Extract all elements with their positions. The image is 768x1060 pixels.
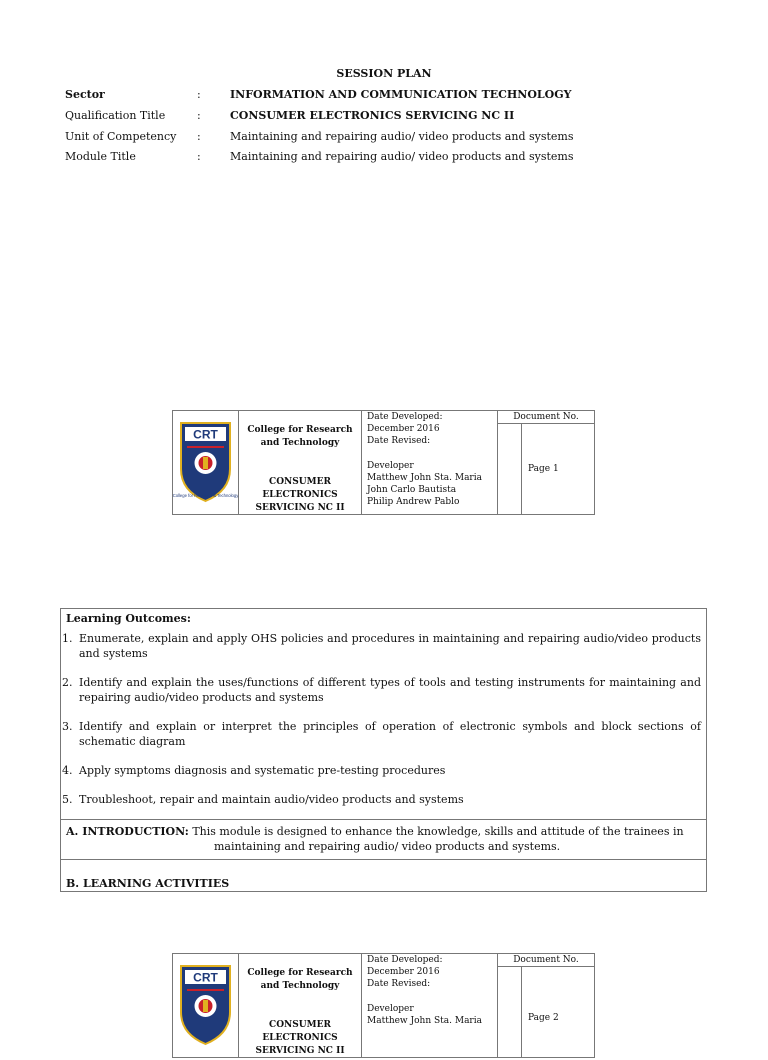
- developer-name: John Carlo Bautista: [367, 485, 457, 495]
- outcome-number: 4.: [62, 764, 73, 777]
- institution-name: College for Research and Technology: [247, 968, 353, 991]
- crt-shield-logo: [173, 954, 238, 1057]
- page-number: Page 1: [528, 464, 559, 474]
- outcome-text: Enumerate, explain and apply OHS policies and procedures in maintaining and repairing audio/video products and systems: [79, 632, 701, 660]
- logo-caption: College for Research & Technology: [172, 493, 239, 498]
- divider: [61, 819, 706, 820]
- learning-outcomes-title: Learning Outcomes:: [66, 612, 191, 625]
- outcome-text: Apply symptoms diagnosis and systematic pre-testing procedures: [79, 764, 446, 777]
- colon: :: [197, 109, 201, 122]
- date-developed: December 2016: [367, 967, 440, 977]
- outcome-text: Identify and explain or interpret the principles of operation of electronic symbols and block sections of schematic diagram: [79, 720, 701, 748]
- unit-value: Maintaining and repairing audio/ video products and systems: [230, 130, 574, 143]
- introduction-text-cont: maintaining and repairing audio/ video products and systems.: [214, 840, 561, 853]
- page-footer-2: [172, 953, 595, 1056]
- logo-text: CRT: [193, 970, 218, 985]
- outcome-number: 1.: [62, 632, 73, 645]
- module-value: Maintaining and repairing audio/ video products and systems: [230, 150, 574, 163]
- page-number: Page 2: [528, 1013, 559, 1023]
- introduction: [66, 824, 701, 854]
- document-no-label: Document No.: [497, 953, 595, 967]
- sector-label: Sector: [65, 88, 105, 101]
- introduction-text: This module is designed to enhance the knowledge, skills and attitude of the trainees in: [192, 825, 684, 838]
- logo-cell: [172, 410, 239, 515]
- institution-cell: [238, 953, 362, 1058]
- module-label: Module Title: [65, 150, 136, 163]
- outcome-text: Troubleshoot, repair and maintain audio/video products and systems: [79, 793, 464, 806]
- date-developed-label: Date Developed:: [367, 412, 443, 422]
- developer-label: Developer: [367, 1004, 414, 1014]
- crt-shield-logo: [173, 411, 238, 514]
- developer-name: Philip Andrew Pablo: [367, 497, 460, 507]
- divider: [61, 859, 706, 860]
- logo-cell: [172, 953, 239, 1058]
- outcome-number: 5.: [62, 793, 73, 806]
- outcome-number: 3.: [62, 720, 73, 733]
- colon: :: [197, 150, 201, 163]
- colon: :: [197, 130, 201, 143]
- learning-activities-heading: B. LEARNING ACTIVITIES: [66, 877, 230, 890]
- program-name: CONSUMER ELECTRONICS SERVICING NC II: [255, 477, 345, 513]
- logo-text: CRT: [193, 427, 218, 442]
- sector-value: INFORMATION AND COMMUNICATION TECHNOLOGY: [230, 88, 572, 101]
- developer-name: Matthew John Sta. Maria: [367, 473, 482, 483]
- page-title: SESSION PLAN: [336, 67, 432, 80]
- developer-label: Developer: [367, 461, 414, 471]
- document-no-label: Document No.: [497, 410, 595, 424]
- institution-cell: [238, 410, 362, 515]
- document-no-cell: [497, 966, 522, 1058]
- date-revised-label: Date Revised:: [367, 979, 431, 989]
- page-cell: [521, 423, 595, 515]
- learning-outcomes-table: [60, 608, 707, 892]
- document-no-cell: [497, 423, 522, 515]
- date-revised-label: Date Revised:: [367, 436, 431, 446]
- introduction-label: A. INTRODUCTION:: [66, 825, 189, 838]
- qualification-label: Qualification Title: [65, 109, 166, 122]
- qualification-value: CONSUMER ELECTRONICS SERVICING NC II: [230, 109, 515, 122]
- date-developed: December 2016: [367, 424, 440, 434]
- page-cell: [521, 966, 595, 1058]
- outcome-number: 2.: [62, 676, 73, 689]
- dates-cell: [361, 410, 498, 515]
- program-name: CONSUMER ELECTRONICS SERVICING NC II: [255, 1020, 345, 1056]
- date-developed-label: Date Developed:: [367, 955, 443, 965]
- dates-cell: [361, 953, 498, 1058]
- colon: :: [197, 88, 201, 101]
- outcome-text: Identify and explain the uses/functions of different types of tools and testing instruments for maintaining and repairing audio/video products and systems: [79, 676, 701, 704]
- institution-name: College for Research and Technology: [247, 425, 353, 448]
- page-footer: [172, 410, 595, 515]
- unit-label: Unit of Competency: [65, 130, 177, 143]
- developer-name: Matthew John Sta. Maria: [367, 1016, 482, 1026]
